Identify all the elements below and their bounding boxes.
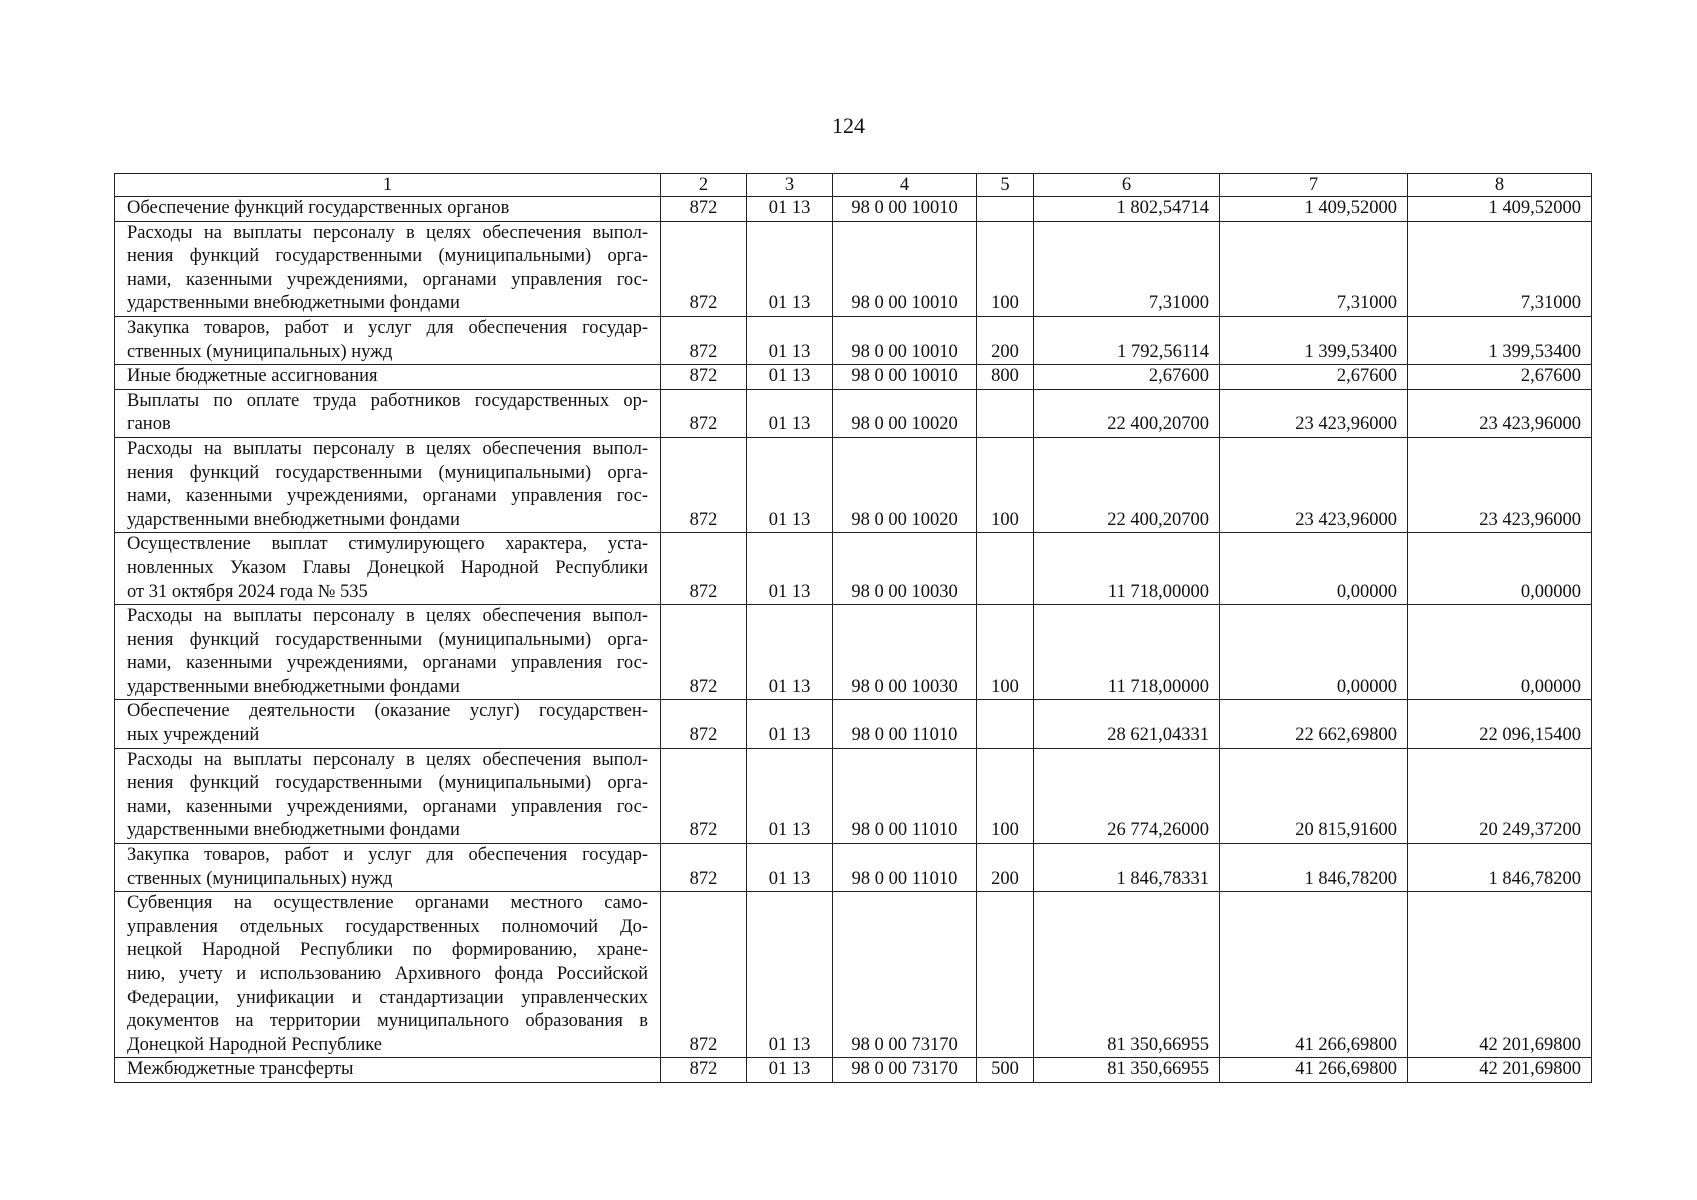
row-name-line: Расходы на выплаты персоналу в целях обеспечения выпол- bbox=[127, 438, 648, 459]
amount-cell: 1 802,54714 bbox=[1034, 197, 1220, 222]
section-code-cell: 01 13 bbox=[747, 389, 833, 437]
amount-cell: 23 423,96000 bbox=[1408, 389, 1592, 437]
row-name-line: Расходы на выплаты персоналу в целях обеспечения выпол- bbox=[127, 606, 648, 627]
table-header-row bbox=[115, 174, 1592, 197]
row-name-cell bbox=[115, 365, 661, 390]
table-row bbox=[115, 605, 1592, 700]
row-name-cell bbox=[115, 892, 661, 1058]
expense-type-cell: 500 bbox=[977, 1058, 1034, 1083]
row-name-line: Субвенция на осуществление органами местного само- bbox=[127, 893, 648, 914]
row-name-line: Закупка товаров, работ и услуг для обеспечения государ- bbox=[127, 317, 648, 338]
row-name-line: управления отдельных государственных полномочий До- bbox=[127, 916, 648, 937]
amount-cell: 1 846,78331 bbox=[1034, 844, 1220, 892]
table-row bbox=[115, 197, 1592, 222]
section-code-cell: 01 13 bbox=[747, 365, 833, 390]
target-article-cell: 98 0 00 11010 bbox=[833, 700, 977, 748]
admin-code-cell: 872 bbox=[661, 844, 747, 892]
row-name-line: Выплаты по оплате труда работников государственных ор- bbox=[127, 390, 648, 411]
row-name-cell bbox=[115, 700, 661, 748]
row-name-cell bbox=[115, 844, 661, 892]
amount-cell: 41 266,69800 bbox=[1220, 1058, 1408, 1083]
expense-type-cell: 100 bbox=[977, 437, 1034, 532]
row-name-line: нами, казенными учреждениями, органами управления гос- bbox=[127, 796, 648, 817]
section-code-cell: 01 13 bbox=[747, 197, 833, 222]
amount-cell: 22 662,69800 bbox=[1220, 700, 1408, 748]
amount-cell: 23 423,96000 bbox=[1408, 437, 1592, 532]
section-code-cell: 01 13 bbox=[747, 316, 833, 364]
row-name-line: от 31 октября 2024 года № 535 bbox=[127, 581, 368, 602]
row-name-line: Донецкой Народной Республике bbox=[127, 1034, 382, 1055]
admin-code-cell: 872 bbox=[661, 365, 747, 390]
admin-code-cell: 872 bbox=[661, 748, 747, 843]
header-cell: 4 bbox=[833, 174, 977, 197]
row-name-cell bbox=[115, 605, 661, 700]
expense-type-cell bbox=[977, 197, 1034, 222]
row-name-line: нения функций государственными (муниципальными) орга- bbox=[127, 629, 648, 650]
amount-cell: 81 350,66955 bbox=[1034, 1058, 1220, 1083]
amount-cell: 26 774,26000 bbox=[1034, 748, 1220, 843]
row-name-line: Межбюджетные трансферты bbox=[127, 1059, 354, 1080]
amount-cell: 22 400,20700 bbox=[1034, 389, 1220, 437]
admin-code-cell: 872 bbox=[661, 533, 747, 605]
amount-cell: 1 409,52000 bbox=[1220, 197, 1408, 222]
row-name-cell bbox=[115, 389, 661, 437]
table-row bbox=[115, 844, 1592, 892]
amount-cell: 2,67600 bbox=[1220, 365, 1408, 390]
amount-cell: 20 815,91600 bbox=[1220, 748, 1408, 843]
row-name-line: новленных Указом Главы Донецкой Народной Республики bbox=[127, 557, 648, 578]
row-name-line: нами, казенными учреждениями, органами управления гос- bbox=[127, 486, 648, 507]
expense-type-cell: 100 bbox=[977, 748, 1034, 843]
admin-code-cell: 872 bbox=[661, 316, 747, 364]
expense-type-cell bbox=[977, 389, 1034, 437]
admin-code-cell: 872 bbox=[661, 437, 747, 532]
row-name-line: Федерации, унификации и стандартизации управленческих bbox=[127, 987, 648, 1008]
header-cell: 2 bbox=[661, 174, 747, 197]
admin-code-cell: 872 bbox=[661, 221, 747, 316]
table-row bbox=[115, 748, 1592, 843]
row-name-line: нения функций государственными (муниципальными) орга- bbox=[127, 462, 648, 483]
header-cell: 5 bbox=[977, 174, 1034, 197]
amount-cell: 0,00000 bbox=[1220, 605, 1408, 700]
row-name-line: нами, казенными учреждениями, органами управления гос- bbox=[127, 653, 648, 674]
row-name-line: Обеспечение функций государственных органов bbox=[127, 198, 510, 218]
section-code-cell: 01 13 bbox=[747, 844, 833, 892]
row-name-cell bbox=[115, 437, 661, 532]
section-code-cell: 01 13 bbox=[747, 221, 833, 316]
row-name-line: нения функций государственными (муниципальными) орга- bbox=[127, 773, 648, 794]
target-article-cell: 98 0 00 10020 bbox=[833, 389, 977, 437]
row-name-line: нию, учету и использованию Архивного фонда Российской bbox=[127, 964, 648, 984]
row-name-line: нами, казенными учреждениями, органами управления гос- bbox=[127, 269, 648, 290]
amount-cell: 0,00000 bbox=[1408, 533, 1592, 605]
row-name-line: ственных (муниципальных) нужд bbox=[127, 341, 393, 362]
target-article-cell: 98 0 00 10010 bbox=[833, 221, 977, 316]
table-row bbox=[115, 316, 1592, 364]
row-name-line: Расходы на выплаты персоналу в целях обеспечения выпол- bbox=[127, 222, 648, 243]
row-name-line: Обеспечение деятельности (оказание услуг) государствен- bbox=[127, 701, 648, 722]
admin-code-cell: 872 bbox=[661, 892, 747, 1058]
amount-cell: 1 792,56114 bbox=[1034, 316, 1220, 364]
section-code-cell: 01 13 bbox=[747, 700, 833, 748]
amount-cell: 1 399,53400 bbox=[1220, 316, 1408, 364]
amount-cell: 22 096,15400 bbox=[1408, 700, 1592, 748]
budget-table bbox=[114, 173, 1592, 1083]
header-cell: 1 bbox=[115, 174, 661, 197]
page-number: 124 bbox=[832, 113, 865, 138]
target-article-cell: 98 0 00 10010 bbox=[833, 316, 977, 364]
target-article-cell: 98 0 00 10010 bbox=[833, 197, 977, 222]
row-name-line: нения функций государственными (муниципальными) орга- bbox=[127, 246, 648, 267]
amount-cell: 20 249,37200 bbox=[1408, 748, 1592, 843]
expense-type-cell bbox=[977, 700, 1034, 748]
amount-cell: 11 718,00000 bbox=[1034, 533, 1220, 605]
expense-type-cell: 100 bbox=[977, 605, 1034, 700]
target-article-cell: 98 0 00 10030 bbox=[833, 533, 977, 605]
expense-type-cell: 200 bbox=[977, 316, 1034, 364]
target-article-cell: 98 0 00 11010 bbox=[833, 748, 977, 843]
row-name-line: ударственными внебюджетными фондами bbox=[127, 676, 460, 697]
table-row bbox=[115, 221, 1592, 316]
row-name-line: ударственными внебюджетными фондами bbox=[127, 293, 460, 314]
amount-cell: 81 350,66955 bbox=[1034, 892, 1220, 1058]
table-row bbox=[115, 389, 1592, 437]
row-name-line: Осуществление выплат стимулирующего характера, уста- bbox=[127, 534, 648, 555]
amount-cell: 1 846,78200 bbox=[1408, 844, 1592, 892]
amount-cell: 28 621,04331 bbox=[1034, 700, 1220, 748]
amount-cell: 42 201,69800 bbox=[1408, 892, 1592, 1058]
target-article-cell: 98 0 00 10030 bbox=[833, 605, 977, 700]
header-cell: 3 bbox=[747, 174, 833, 197]
section-code-cell: 01 13 bbox=[747, 437, 833, 532]
table-row bbox=[115, 437, 1592, 532]
section-code-cell: 01 13 bbox=[747, 533, 833, 605]
amount-cell: 7,31000 bbox=[1034, 221, 1220, 316]
amount-cell: 1 399,53400 bbox=[1408, 316, 1592, 364]
amount-cell: 11 718,00000 bbox=[1034, 605, 1220, 700]
expense-type-cell: 800 bbox=[977, 365, 1034, 390]
admin-code-cell: 872 bbox=[661, 700, 747, 748]
row-name-cell bbox=[115, 221, 661, 316]
row-name-cell bbox=[115, 748, 661, 843]
section-code-cell: 01 13 bbox=[747, 1058, 833, 1083]
target-article-cell: 98 0 00 73170 bbox=[833, 892, 977, 1058]
target-article-cell: 98 0 00 11010 bbox=[833, 844, 977, 892]
target-article-cell: 98 0 00 10020 bbox=[833, 437, 977, 532]
admin-code-cell: 872 bbox=[661, 1058, 747, 1083]
target-article-cell: 98 0 00 10010 bbox=[833, 365, 977, 390]
row-name-line: ударственными внебюджетными фондами bbox=[127, 820, 460, 841]
admin-code-cell: 872 bbox=[661, 197, 747, 222]
amount-cell: 7,31000 bbox=[1220, 221, 1408, 316]
amount-cell: 7,31000 bbox=[1408, 221, 1592, 316]
row-name-line: ственных (муниципальных) нужд bbox=[127, 868, 393, 889]
row-name-cell bbox=[115, 1058, 661, 1083]
expense-type-cell: 200 bbox=[977, 844, 1034, 892]
admin-code-cell: 872 bbox=[661, 389, 747, 437]
row-name-line: документов на территории муниципального образования в bbox=[127, 1011, 648, 1032]
amount-cell: 23 423,96000 bbox=[1220, 437, 1408, 532]
section-code-cell: 01 13 bbox=[747, 605, 833, 700]
row-name-line: Расходы на выплаты персоналу в целях обеспечения выпол- bbox=[127, 749, 648, 770]
admin-code-cell: 872 bbox=[661, 605, 747, 700]
amount-cell: 41 266,69800 bbox=[1220, 892, 1408, 1058]
amount-cell: 22 400,20700 bbox=[1034, 437, 1220, 532]
amount-cell: 1 409,52000 bbox=[1408, 197, 1592, 222]
row-name-line: Иные бюджетные ассигнования bbox=[127, 366, 378, 387]
table-row bbox=[115, 700, 1592, 748]
table-row bbox=[115, 365, 1592, 390]
table-row bbox=[115, 533, 1592, 605]
table-row bbox=[115, 1058, 1592, 1083]
amount-cell: 23 423,96000 bbox=[1220, 389, 1408, 437]
header-cell: 7 bbox=[1220, 174, 1408, 197]
header-cell: 8 bbox=[1408, 174, 1592, 197]
amount-cell: 42 201,69800 bbox=[1408, 1058, 1592, 1083]
amount-cell: 2,67600 bbox=[1408, 365, 1592, 390]
row-name-line: ных учреждений bbox=[127, 725, 260, 746]
row-name-cell bbox=[115, 533, 661, 605]
row-name-line: нецкой Народной Республики по формированию, хране- bbox=[127, 940, 648, 961]
row-name-cell bbox=[115, 316, 661, 364]
target-article-cell: 98 0 00 73170 bbox=[833, 1058, 977, 1083]
section-code-cell: 01 13 bbox=[747, 892, 833, 1058]
header-cell: 6 bbox=[1034, 174, 1220, 197]
section-code-cell: 01 13 bbox=[747, 748, 833, 843]
amount-cell: 0,00000 bbox=[1220, 533, 1408, 605]
amount-cell: 2,67600 bbox=[1034, 365, 1220, 390]
amount-cell: 0,00000 bbox=[1408, 605, 1592, 700]
amount-cell: 1 846,78200 bbox=[1220, 844, 1408, 892]
table-row bbox=[115, 892, 1592, 1058]
row-name-line: ударственными внебюджетными фондами bbox=[127, 509, 460, 530]
row-name-line: ганов bbox=[127, 414, 171, 435]
row-name-line: Закупка товаров, работ и услуг для обеспечения государ- bbox=[127, 845, 648, 866]
expense-type-cell bbox=[977, 533, 1034, 605]
expense-type-cell: 100 bbox=[977, 221, 1034, 316]
expense-type-cell bbox=[977, 892, 1034, 1058]
row-name-cell bbox=[115, 197, 661, 222]
